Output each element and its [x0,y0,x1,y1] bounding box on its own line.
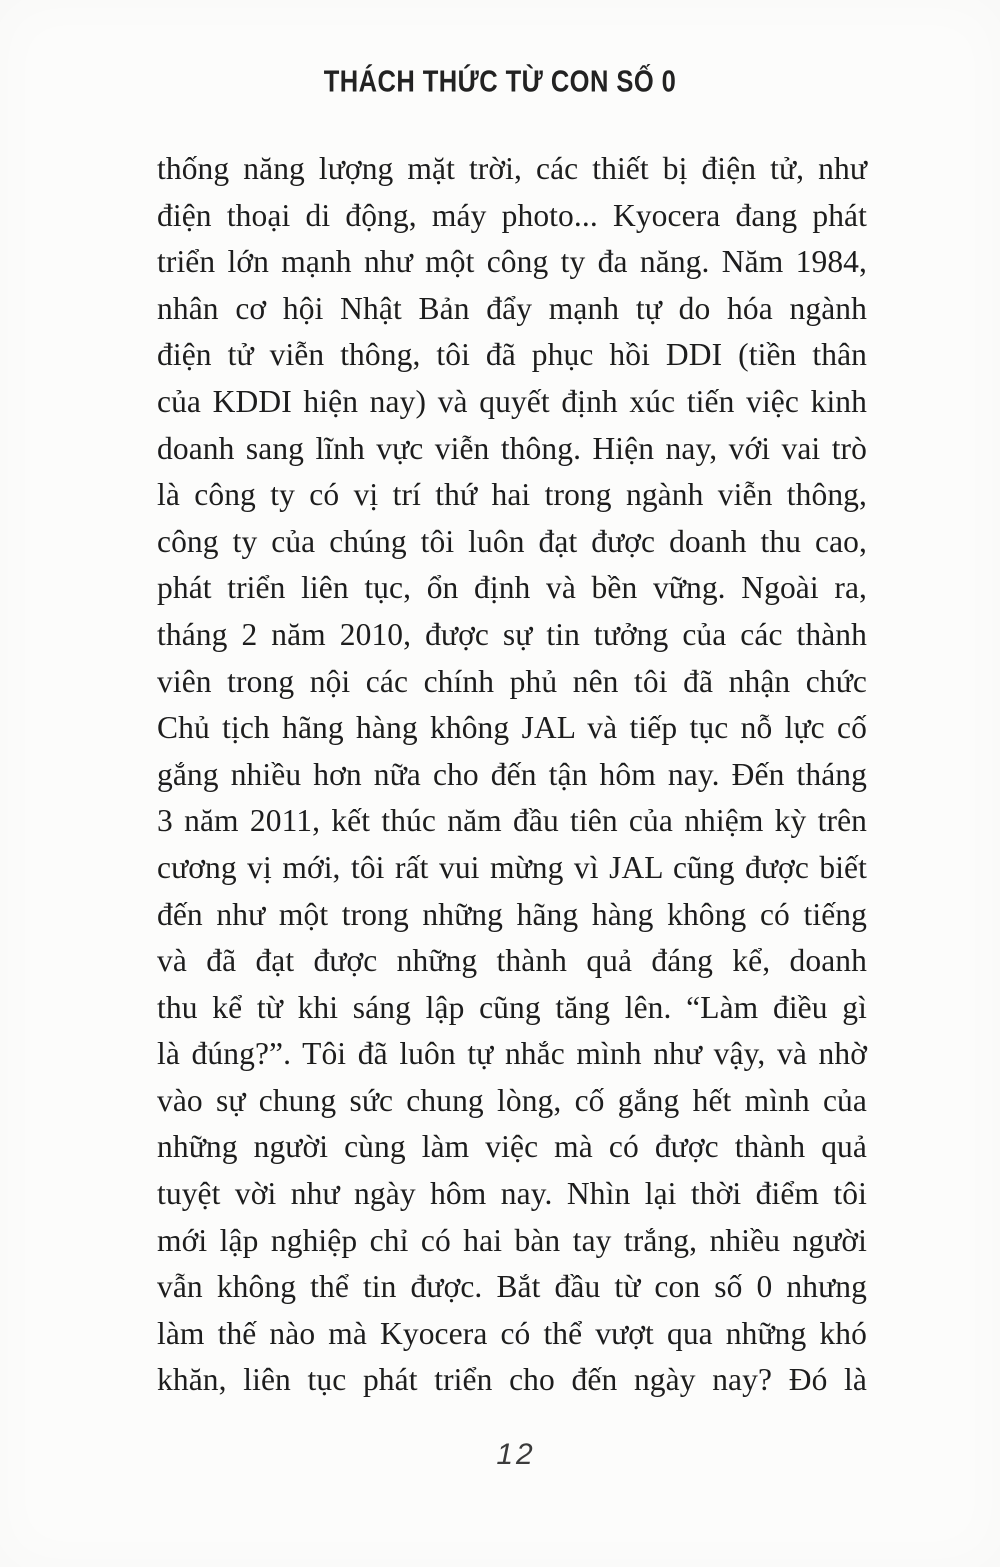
text-line: phát triển liên tục, ổn định và bền vững. Ngoài ra, [157,570,867,606]
text-line: là đúng?”. Tôi đã luôn tự nhắc mình như vậy, và nhờ [157,1036,867,1072]
text-line: khăn, liên tục phát triển cho đến ngày nay? Đó là [157,1362,867,1398]
text-line: tuyệt vời như ngày hôm nay. Nhìn lại thời điểm tôi [157,1176,867,1212]
text-line: viên trong nội các chính phủ nên tôi đã nhận chức [157,663,867,699]
text-line: mới lập nghiệp chỉ có hai bàn tay trắng, nhiều người [157,1222,867,1258]
text-line: đến như một trong những hãng hàng không có tiếng [157,896,867,932]
text-line: cương vị mới, tôi rất vui mừng vì JAL cũng được biết [157,849,867,885]
text-line: thống năng lượng mặt trời, các thiết bị điện tử, như [157,151,867,186]
text-line: là công ty có vị trí thứ hai trong ngành viễn thông, [157,477,867,513]
text-line: làm thế nào mà Kyocera có thể vượt qua những khó [157,1315,867,1351]
text-line: của KDDI hiện nay) và quyết định xúc tiến việc kinh [157,383,867,419]
text-line: gắng nhiều hơn nữa cho đến tận hôm nay. Đến tháng [157,756,867,792]
text-line: điện thoại di động, máy photo... Kyocera đang phát [157,197,867,233]
text-line: vào sự chung sức chung lòng, cố gắng hết mình của [157,1082,867,1118]
running-head-title: THÁCH THỨC TỪ CON SỐ 0 [323,65,677,99]
text-line: nhân cơ hội Nhật Bản đẩy mạnh tự do hóa ngành [157,290,867,326]
body-text [157,146,867,1404]
text-line: Chủ tịch hãng hàng không JAL và tiếp tục nỗ lực cố [157,710,867,746]
text-line: doanh sang lĩnh vực viễn thông. Hiện nay, với vai trò [157,430,867,466]
text-line: công ty của chúng tôi luôn đạt được doanh thu cao, [157,523,867,559]
text-line: thu kể từ khi sáng lập cũng tăng lên. “Làm điều gì [157,989,867,1025]
text-line: những người cùng làm việc mà có được thành quả [157,1129,867,1165]
text-line: vẫn không thể tin được. Bắt đầu từ con số 0 nhưng [157,1269,867,1305]
text-line: điện tử viễn thông, tôi đã phục hồi DDI (tiền thân [157,337,867,373]
text-line: tháng 2 năm 2010, được sự tin tưởng của các thành [157,616,867,652]
text-line: 3 năm 2011, kết thúc năm đầu tiên của nhiệm kỳ trên [157,803,867,839]
text-line: và đã đạt được những thành quả đáng kể, doanh [157,943,867,979]
text-line: triển lớn mạnh như một công ty đa năng. Năm 1984, [157,244,867,280]
page-number: 12 [496,1438,536,1471]
